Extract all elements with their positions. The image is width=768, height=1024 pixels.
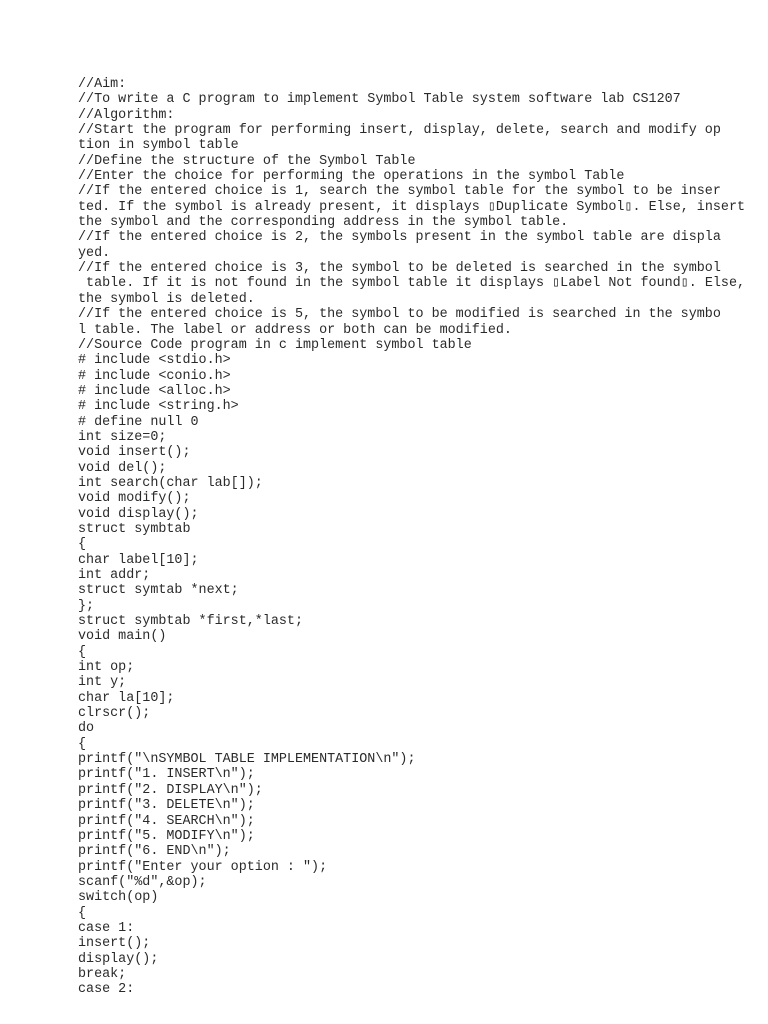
- code-line: {: [78, 537, 87, 553]
- code-line: int search(char lab[]);: [78, 475, 263, 491]
- code-line: struct symbtab *first,*last;: [78, 614, 303, 630]
- code-line: break;: [78, 966, 127, 982]
- code-line: //Source Code program in c implement symbol table: [78, 337, 472, 353]
- code-line: //If the entered choice is 5, the symbol to be modified is searched in the symbo: [78, 307, 721, 323]
- code-line: void display();: [78, 506, 199, 522]
- code-line: # define null 0: [78, 414, 199, 430]
- code-line: printf("4. SEARCH\n");: [78, 813, 255, 829]
- code-line: {: [78, 644, 87, 660]
- code-line: void insert();: [78, 445, 191, 461]
- code-line: case 2:: [78, 982, 135, 998]
- code-line: printf("1. INSERT\n");: [78, 767, 255, 783]
- code-line: void modify();: [78, 491, 191, 507]
- code-line: ted. If the symbol is already present, it displays ▯Duplicate Symbol▯. Else, insert: [78, 199, 746, 215]
- code-line: void del();: [78, 460, 167, 476]
- code-line: struct symbtab: [78, 521, 191, 537]
- code-line: //Define the structure of the Symbol Table: [78, 153, 416, 169]
- code-line: //If the entered choice is 3, the symbol to be deleted is searched in the symbol: [78, 261, 721, 277]
- code-line: {: [78, 736, 87, 752]
- code-line: # include <alloc.h>: [78, 383, 231, 399]
- code-line: {: [78, 905, 87, 921]
- code-line: table. If it is not found in the symbol table it displays ▯Label Not found▯. Else,: [78, 276, 746, 292]
- code-line: //Algorithm:: [78, 107, 175, 123]
- code-line: char label[10];: [78, 552, 199, 568]
- code-line: case 1:: [78, 920, 135, 936]
- code-line: switch(op): [78, 890, 159, 906]
- source-code-text: [78, 77, 758, 998]
- code-line: //Aim:: [78, 77, 127, 92]
- code-line: l table. The label or address or both can be modified.: [78, 322, 512, 338]
- code-line: //If the entered choice is 1, search the symbol table for the symbol to be inser: [78, 184, 721, 200]
- code-line: //If the entered choice is 2, the symbols present in the symbol table are displa: [78, 230, 721, 246]
- code-line: };: [78, 598, 95, 614]
- code-line: printf("5. MODIFY\n");: [78, 828, 255, 844]
- code-line: tion in symbol table: [78, 138, 239, 154]
- code-line: char la[10];: [78, 690, 175, 706]
- code-line: int y;: [78, 675, 127, 691]
- code-line: int size=0;: [78, 429, 167, 445]
- code-line: # include <stdio.h>: [78, 353, 231, 369]
- code-line: printf("\nSYMBOL TABLE IMPLEMENTATION\n");: [78, 752, 416, 768]
- code-line: do: [78, 721, 95, 737]
- code-line: clrscr();: [78, 706, 151, 722]
- code-line: # include <string.h>: [78, 399, 239, 415]
- code-line: int addr;: [78, 568, 151, 583]
- code-line: display();: [78, 951, 159, 967]
- code-line: printf("2. DISPLAY\n");: [78, 782, 263, 798]
- code-line: insert();: [78, 936, 151, 952]
- code-line: printf("6. END\n");: [78, 844, 231, 860]
- code-line: //Start the program for performing insert, display, delete, search and modify op: [78, 123, 721, 139]
- code-line: printf("Enter your option : ");: [78, 859, 328, 875]
- code-line: void main(): [78, 629, 167, 645]
- code-line: # include <conio.h>: [78, 368, 231, 384]
- code-line: printf("3. DELETE\n");: [78, 798, 255, 814]
- code-line: //To write a C program to implement Symbol Table system software lab CS1207: [78, 92, 681, 108]
- code-line: scanf("%d",&op);: [78, 874, 207, 890]
- code-line: struct symtab *next;: [78, 583, 239, 599]
- code-line: yed.: [78, 245, 111, 261]
- code-line: the symbol and the corresponding address in the symbol table.: [78, 215, 569, 231]
- code-line: int op;: [78, 660, 135, 676]
- code-line: //Enter the choice for performing the operations in the symbol Table: [78, 169, 625, 185]
- code-line: the symbol is deleted.: [78, 291, 255, 307]
